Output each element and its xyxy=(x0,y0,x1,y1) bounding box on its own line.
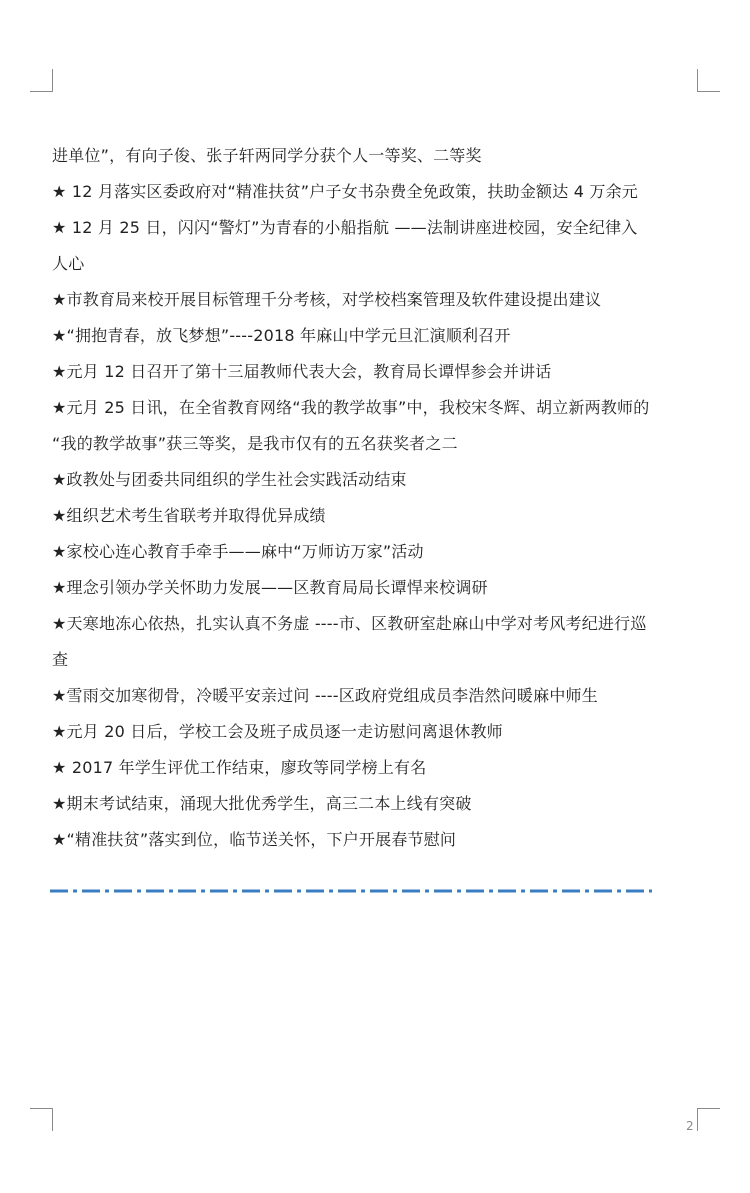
list-item: 查 xyxy=(52,650,69,669)
list-item: ★理念引领办学关怀助力发展——区教育局局长谭悍来校调研 xyxy=(52,578,488,597)
corner-mark-top-right xyxy=(697,69,720,92)
list-item: ★元月 12 日召开了第十三届教师代表大会，教育局长谭悍参会并讲话 xyxy=(52,362,552,381)
list-item: ★“拥抱青春，放飞梦想”----2018 年麻山中学元旦汇演顺利召开 xyxy=(52,326,511,345)
list-item: 人心 xyxy=(52,254,85,273)
list-item: ★ 2017 年学生评优工作结束，廖玫等同学榜上有名 xyxy=(52,758,427,777)
list-item: ★组织艺术考生省联考并取得优异成绩 xyxy=(52,506,326,525)
list-item: ★雪雨交加寒彻骨，冷暖平安亲过问 ----区政府党组成员李浩然问暖麻中师生 xyxy=(52,686,598,705)
list-item: ★ 12 月落实区委政府对“精准扶贫”户子女书杂费全免政策，扶助金额达 4 万余元 xyxy=(52,182,639,201)
list-item: ★期末考试结束，涌现大批优秀学生，高三二本上线有突破 xyxy=(52,794,472,813)
dash-dot-divider xyxy=(50,888,652,894)
corner-mark-top-left xyxy=(30,69,53,92)
page-number: 2 xyxy=(686,1119,694,1133)
list-item: ★ 12 月 25 日，闪闪“警灯”为青春的小船指航 ——法制讲座进校园，安全纪律入 xyxy=(52,218,638,237)
list-item: ★元月 25 日讯，在全省教育网络“我的教学故事”中，我校宋冬辉、胡立新两教师的 xyxy=(52,398,650,417)
list-item: ★政教处与团委共同组织的学生社会实践活动结束 xyxy=(52,470,407,489)
list-item: ★元月 20 日后，学校工会及班子成员逐一走访慰问离退休教师 xyxy=(52,722,503,741)
list-item: ★天寒地冻心依热，扎实认真不务虚 ----市、区教研室赴麻山中学对考风考纪进行巡 xyxy=(52,614,647,633)
list-item: ★“精准扶贫”落实到位，临节送关怀，下户开展春节慰问 xyxy=(52,830,457,849)
list-item: ★家校心连心教育手牵手——麻中“万师访万家”活动 xyxy=(52,542,424,561)
list-item: “我的教学故事”获三等奖，是我市仅有的五名获奖者之二 xyxy=(52,434,458,453)
list-item: 进单位”，有向子俊、张子轩两同学分获个人一等奖、二等奖 xyxy=(52,146,482,165)
list-item: ★市教育局来校开展目标管理千分考核，对学校档案管理及软件建设提出建议 xyxy=(52,290,602,309)
news-list xyxy=(52,138,702,858)
corner-mark-bottom-right xyxy=(697,1108,720,1131)
corner-mark-bottom-left xyxy=(30,1108,53,1131)
